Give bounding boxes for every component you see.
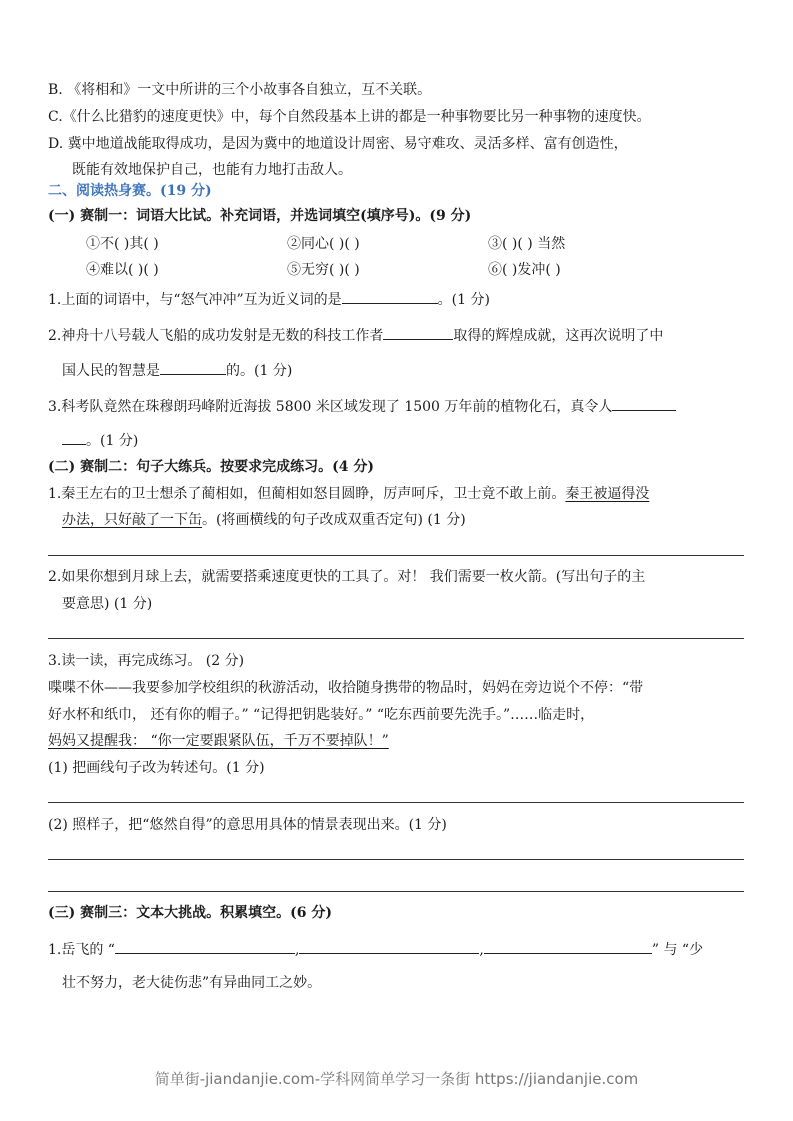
question-2-2-cont: 要意思) (1 分) — [62, 596, 153, 612]
question-text: 1.上面的词语中，与“怒气冲冲”互为近义词的是 — [48, 292, 342, 308]
option-d-line2: 既能有效地保护自己，也能有力地打击敌人。 — [72, 162, 352, 178]
word-item: ②同心( )( ) — [287, 236, 360, 252]
answer-blank[interactable] — [299, 939, 479, 954]
question-2-1 — [48, 484, 649, 504]
sub-question-2: (2) 照样子，把“悠然自得”的意思用具体的情景表现出来。(1 分) — [48, 817, 447, 833]
answer-blank[interactable] — [160, 360, 226, 375]
question-text: 国人民的智慧是 — [62, 363, 160, 379]
question-1-3 — [48, 396, 676, 417]
answer-blank[interactable] — [115, 939, 295, 954]
underlined-sentence: 秦王被逼得没 — [565, 486, 650, 502]
question-score: 的。(1 分) — [226, 363, 293, 379]
separator: , — [294, 942, 300, 958]
subsection-2-header: (二) 赛制二：句子大练兵。按要求完成练习。(4 分) — [48, 459, 374, 475]
option-b: B. 《将相和》一文中所讲的三个小故事各自独立，互不关联。 — [48, 82, 432, 98]
question-3-1-cont: 壮不努力，老大徒伤悲”有异曲同工之妙。 — [62, 975, 322, 991]
answer-line[interactable] — [48, 859, 744, 860]
question-1-2-cont — [62, 360, 292, 381]
answer-blank[interactable] — [612, 396, 676, 411]
separator: , — [479, 942, 484, 958]
question-1-1 — [48, 289, 490, 310]
footer-watermark: 简单街-jiandanjie.com-学科网简单学习一条街 https://jiandanjie.com — [154, 1070, 639, 1088]
passage-line: 好水杯和纸巾， 还有你的帽子。” “记得把钥匙装好。” “吃东西前要先洗手。”……临走时， — [48, 707, 595, 723]
question-2-1-cont — [62, 510, 466, 530]
option-c: C.《什么比猎豹的速度更快》中，每个自然段基本上讲的都是一种事物要比另一种事物的速度快。 — [48, 109, 651, 125]
sub-question-1: (1) 把画线句子改为转述句。(1 分) — [48, 760, 265, 776]
word-item: ①不( )其( ) — [86, 236, 159, 252]
question-text: 1.秦王左右的卫士想杀了蔺相如，但蔺相如怒目圆睁，厉声呵斥，卫士竟不敢上前。 — [48, 486, 566, 502]
passage-underlined-line: 妈妈又提醒我： “你一定要跟紧队伍，千万不要掉队！” — [48, 733, 389, 749]
answer-blank[interactable] — [383, 325, 453, 340]
subsection-1-header: (一) 赛制一：词语大比试。补充词语，并选词填空(填序号)。(9 分) — [48, 208, 472, 224]
answer-line[interactable] — [48, 638, 744, 639]
question-instruction: 。(将画横线的句子改成双重否定句) (1 分) — [202, 512, 466, 528]
question-text: 3.科考队竟然在珠穆朗玛峰附近海拔 5800 米区域发现了 1500 万年前的植物化石，真令人 — [48, 399, 613, 415]
question-score: 。(1 分) — [437, 292, 490, 308]
word-item: ③( )( ) 当然 — [488, 236, 566, 252]
question-1-3-cont — [62, 430, 138, 451]
answer-line[interactable] — [48, 891, 744, 892]
subsection-3-header: (三) 赛制三：文本大挑战。积累填空。(6 分) — [48, 905, 332, 921]
question-text: 2.神舟十八号载人飞船的成功发射是无数的科技工作者 — [48, 328, 384, 344]
answer-blank[interactable] — [62, 430, 86, 445]
question-2-3: 3.读一读，再完成练习。 (2 分) — [48, 653, 245, 669]
question-1-2 — [48, 325, 663, 346]
question-text: 1.岳飞的 “ — [48, 942, 115, 958]
word-item: ⑤无穷( )( ) — [287, 262, 360, 278]
question-3-1 — [48, 939, 703, 960]
question-text: 取得的辉煌成就，这再次说明了中 — [453, 328, 664, 344]
option-d-line1: D. 冀中地道战能取得成功，是因为冀中的地道设计周密、易守难攻、灵活多样、富有创造性， — [48, 136, 628, 152]
word-item: ④难以( )( ) — [86, 262, 159, 278]
word-item: ⑥( )发冲( ) — [488, 262, 561, 278]
question-score: 。(1 分) — [86, 433, 139, 449]
passage-line: 喋喋不休——我要参加学校组织的秋游活动，收拾随身携带的物品时，妈妈在旁边说个不停：“带 — [48, 680, 644, 696]
section-title: 二、阅读热身赛。(19 分) — [48, 183, 212, 199]
answer-blank[interactable] — [484, 939, 652, 954]
underlined-sentence: 办法，只好敲了一下缶 — [62, 512, 202, 528]
answer-line[interactable] — [48, 802, 744, 803]
question-text: ” 与 “少 — [651, 942, 704, 958]
question-2-2: 2.如果你想到月球上去，就需要搭乘速度更快的工具了。对！ 我们需要一枚火箭。(写出句子的主 — [48, 569, 646, 585]
answer-line[interactable] — [48, 555, 744, 556]
answer-blank[interactable] — [342, 289, 438, 304]
